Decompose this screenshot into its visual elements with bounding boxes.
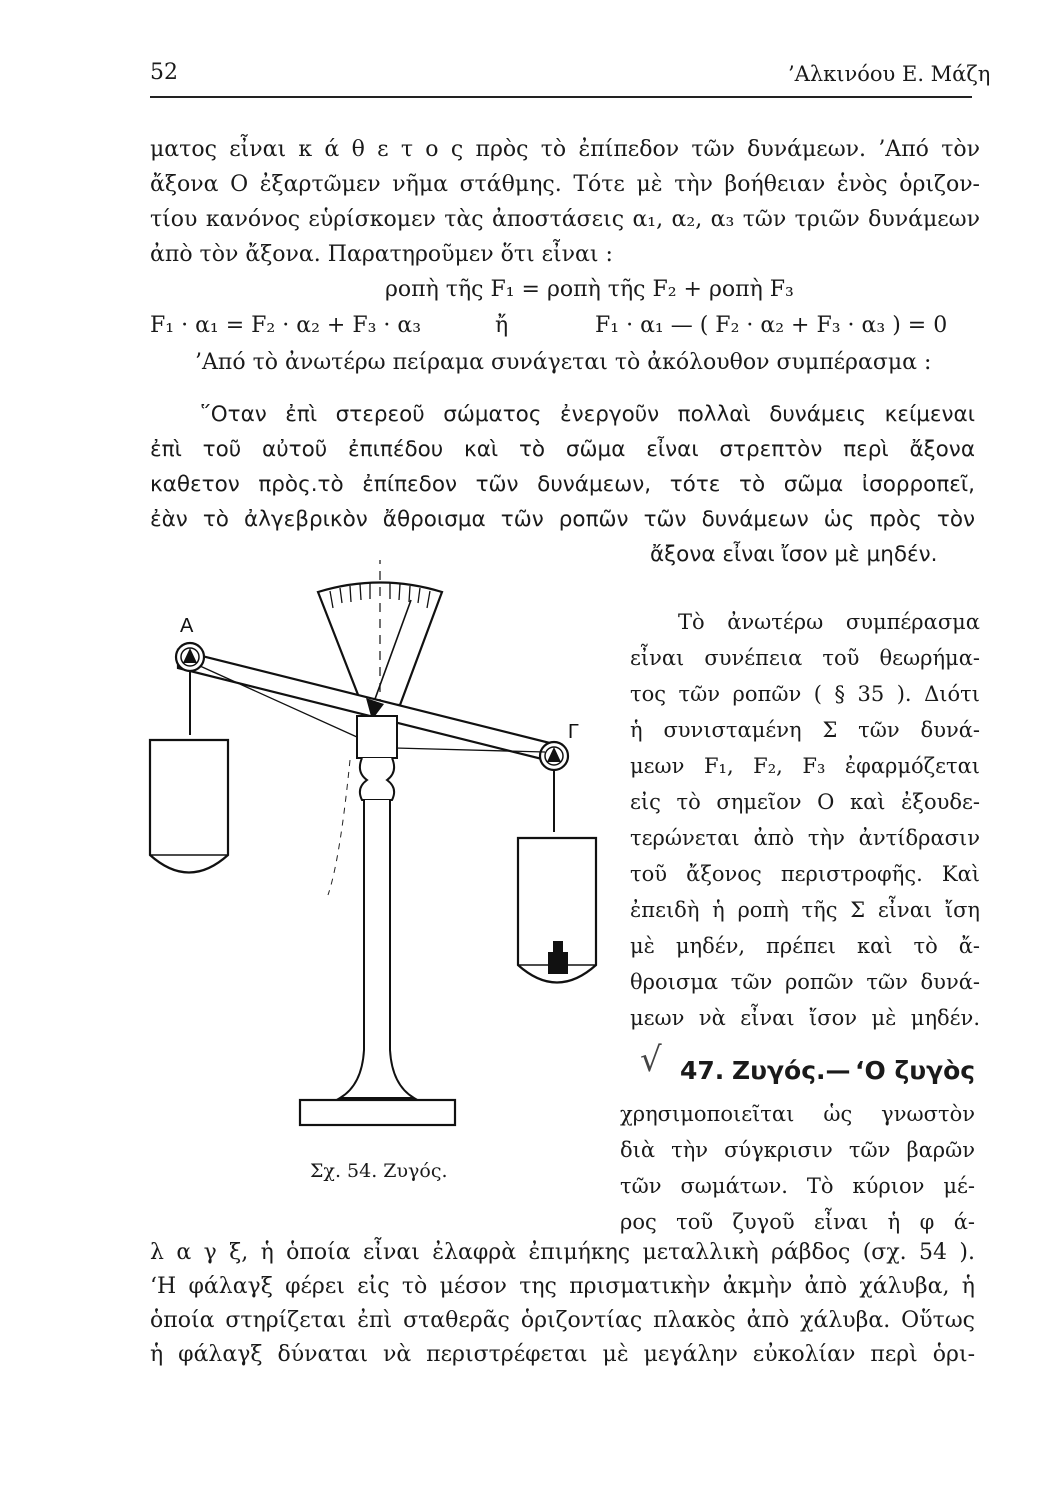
bottom-line-4: ἡ φάλαγξ δύναται νὰ περιστρέφεται μὲ μεγάλην εὐκολίαν περὶ ὁρι- [150,1342,975,1367]
equation-or: ἤ [495,313,509,338]
equation-right: F₁ · α₁ — ( F₂ · α₂ + F₃ · α₃ ) = 0 [595,313,948,338]
pillar-column [340,800,414,1098]
section-side-line-2: διὰ τὴν σύγκρισιν τῶν βαρῶν [620,1138,975,1162]
bottom-line-3: ὁποία στηρίζεται ἐπὶ σταθερᾶς ὁριζοντίας πλακὸς ἀπὸ χάλυβα. Οὕτως [150,1308,975,1333]
side-line-4: ἡ συνισταμένη Σ τῶν δυνά- [630,718,980,742]
section-side-line-1: χρησιμοποιεῖται ὡς γνωστὸν [620,1102,975,1126]
bottom-line-2: ‘Η φάλαγξ φέρει εἰς τὸ μέσον της πρισματικὴν ἀκμὴν ἀπὸ χάλυβα, ἡ [150,1274,975,1299]
section-side-text [620,1096,975,1240]
section-side-line-3: τῶν σωμάτων. Τὸ κύριον μέ- [620,1174,975,1198]
side-line-8: τοῦ ἄξονος περιστροφῆς. Καὶ [630,862,980,886]
section-title: Ζυγός.— [732,1056,851,1085]
side-text [630,604,980,1036]
side-line-9: ἐπειδὴ ἡ ροπὴ τῆς Σ εἶναι ἴση [630,898,980,922]
running-title: ’Αλκινόου Ε. Μάζη [788,62,991,86]
rule-line-4: ἐὰν τὸ ἀλγεβρικὸν ἄθροισμα τῶν ροπῶν τῶν δυνάμεων ὡς πρὸς τὸν [150,507,975,532]
equation-left: F₁ · α₁ = F₂ · α₂ + F₃ · α₃ [150,313,422,338]
section-lead: ‘Ο ζυγὸς [855,1056,976,1085]
intro-line-2: ἄξονα Ο ἐξαρτῶμεν νῆμα στάθμης. Τότε μὲ τὴν βοήθειαν ἑνὸς ὁριζον- [150,172,980,197]
bottom-line-1: λ α γ ξ, ἡ ὁποία εἶναι ἐλαφρὰ ἐπιμήκης μεταλλικὴ ράβδος (σχ. 54 ). [150,1240,975,1265]
side-line-1: Τὸ ἀνωτέρω συμπέρασμα [678,610,980,634]
intro-line-3: τίου κανόνος εὑρίσκομεν τὰς ἀποστάσεις α₁, α₂, α₃ τῶν τριῶν δυνάμεων [150,207,980,232]
rule-line-5: ἄξονα εἶναι ἴσον μὲ μηδέν. [650,542,938,567]
side-line-10: μὲ μηδέν, πρέπει καὶ τὸ ἄ- [630,934,980,958]
side-line-2: εἶναι συνέπεια τοῦ θεωρήμα- [630,646,980,670]
side-line-11: θροισμα τῶν ροπῶν τῶν δυνά- [630,970,980,994]
intro-line-4: ἀπὸ τὸν ἄξονα. Παρατηροῦμεν ὅτι εἶναι : [150,242,613,267]
conclusion-intro: ’Από τὸ ἀνωτέρω πείραμα συνάγεται τὸ ἀκόλουθον συμπέρασμα : [195,350,932,375]
label-g: Γ [568,721,580,743]
intro-line-1: ματος εἶναι κ ά θ ε τ ο ς πρὸς τὸ ἐπίπεδον τῶν δυνάμεων. ’Από τὸν [150,137,980,162]
page-number: 52 [150,60,178,85]
header-rule [150,96,972,98]
section-number: 47. [680,1056,725,1085]
section-side-line-4: ρος τοῦ ζυγοῦ εἶναι ἡ φ ά- [620,1210,975,1234]
rule-line-1: ῞Οταν ἐπὶ στερεοῦ σώματος ἐνεργοῦν πολλαὶ δυνάμεις κείμεναι [200,402,975,427]
rule-line-3: καθετον πρὸς.τὸ ἐπίπεδον τῶν δυνάμεων, τότε τὸ σῶμα ἰσορροπεῖ, [150,472,975,497]
side-line-3: τος τῶν ροπῶν ( § 35 ). Διότι [630,682,980,706]
side-line-7: τερώνεται ἀπὸ τὴν ἀντίδρασιν [630,826,980,850]
balance-figure [140,560,620,1140]
rule-line-2: ἐπὶ τοῦ αὐτοῦ ἐπιπέδου καὶ τὸ σῶμα εἶναι στρεπτὸν περὶ ἄξονα [150,437,975,462]
side-line-12: μεων νὰ εἶναι ἴσον μὲ μηδέν. [630,1006,980,1030]
pillar-head [357,716,397,758]
side-line-6: εἰς τὸ σημεῖον Ο καὶ ἐξουδε- [630,790,980,814]
left-pan [150,740,228,873]
side-line-5: μεων F₁, F₂, F₃ ἐφαρμόζεται [630,754,980,778]
handwritten-check-mark: √ [640,1040,662,1080]
weight-block [548,952,568,974]
base-plate [300,1100,455,1125]
equation-moments: ροπὴ τῆς F₁ = ροπὴ τῆς F₂ + ροπὴ F₃ [385,277,794,302]
label-a: Α [180,615,194,637]
figure-caption: Σχ. 54. Ζυγός. [310,1160,448,1182]
